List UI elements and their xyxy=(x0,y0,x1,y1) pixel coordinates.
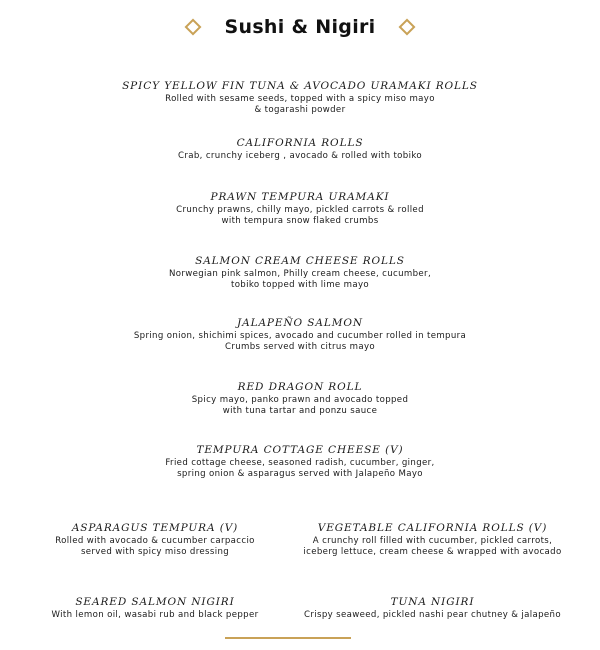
menu-item-title: SEARED SALMON NIGIRI xyxy=(75,596,235,608)
description-line: Crumbs served with citrus mayo xyxy=(225,342,375,352)
menu-item-description xyxy=(0,269,600,291)
description-line: served with spicy miso dressing xyxy=(80,547,230,557)
description-line: spring onion & asparagus served with Jalapeño Mayo xyxy=(177,469,423,479)
menu-item-description xyxy=(20,536,290,558)
menu-item-jalapeno-salmon xyxy=(0,317,600,353)
menu-item-title: VEGETABLE CALIFORNIA ROLLS (V) xyxy=(317,522,548,534)
menu-item-description xyxy=(0,395,600,417)
description-line: Rolled with avocado & cucumber carpaccio xyxy=(55,536,255,546)
page-header xyxy=(0,12,600,42)
menu-item-description xyxy=(285,610,580,621)
description-line: & togarashi powder xyxy=(254,105,346,115)
description-line: Crunchy prawns, chilly mayo, pickled carrots & rolled xyxy=(176,205,424,215)
description-line: Crispy seaweed, pickled nashi pear chutney & jalapeño xyxy=(304,610,561,620)
menu-item-title: TUNA NIGIRI xyxy=(390,596,475,608)
page-title: Sushi & Nigiri xyxy=(224,16,376,38)
menu-item-title: PRAWN TEMPURA URAMAKI xyxy=(210,191,390,203)
description-line: Spicy mayo, panko prawn and avocado topped xyxy=(191,395,409,405)
description-line: Rolled with sesame seeds, topped with a spicy miso mayo xyxy=(165,94,435,104)
menu-item-title: JALAPEÑO SALMON xyxy=(236,317,363,329)
menu-item-tuna-nigiri xyxy=(285,596,580,621)
diamond-ornament-icon xyxy=(184,19,201,36)
menu-item-title: ASPARAGUS TEMPURA (V) xyxy=(71,522,239,534)
menu-item-description xyxy=(0,94,600,116)
description-line: with tuna tartar and ponzu sauce xyxy=(222,406,378,416)
description-line: A crunchy roll filled with cucumber, pickled carrots, xyxy=(312,536,553,546)
description-line: Spring onion, shichimi spices, avocado and cucumber rolled in tempura xyxy=(133,331,467,341)
menu-item-asparagus-tempura xyxy=(20,522,290,558)
footer-divider xyxy=(225,637,351,639)
menu-item-title: SALMON CREAM CHEESE ROLLS xyxy=(195,255,405,267)
menu-item-red-dragon-roll xyxy=(0,381,600,417)
menu-item-tempura-cottage-cheese xyxy=(0,444,600,480)
description-line: iceberg lettuce, cream cheese & wrapped with avocado xyxy=(303,547,562,557)
description-line: With lemon oil, wasabi rub and black pepper xyxy=(51,610,259,620)
menu-item-description xyxy=(20,610,290,621)
description-line: Norwegian pink salmon, Philly cream cheese, cucumber, xyxy=(168,269,432,279)
menu-item-title: RED DRAGON ROLL xyxy=(237,381,363,393)
menu-item-description xyxy=(285,536,580,558)
description-line: with tempura snow flaked crumbs xyxy=(221,216,379,226)
menu-item-california-rolls xyxy=(0,137,600,162)
description-line: Fried cottage cheese, seasoned radish, cucumber, ginger, xyxy=(165,458,435,468)
menu-item-title: SPICY YELLOW FIN TUNA & AVOCADO URAMAKI ROLLS xyxy=(122,80,478,92)
menu-item-spicy-tuna-uramaki xyxy=(0,80,600,116)
menu-item-description xyxy=(0,205,600,227)
menu-item-salmon-cream-cheese-rolls xyxy=(0,255,600,291)
description-line: tobiko topped with lime mayo xyxy=(230,280,370,290)
menu-item-title: CALIFORNIA ROLLS xyxy=(236,137,364,149)
diamond-ornament-icon xyxy=(399,19,416,36)
menu-item-title: TEMPURA COTTAGE CHEESE (V) xyxy=(196,444,404,456)
menu-item-description xyxy=(0,458,600,480)
menu-item-vegetable-california-rolls xyxy=(285,522,580,558)
menu-item-prawn-tempura-uramaki xyxy=(0,191,600,227)
menu-item-description xyxy=(0,151,600,162)
description-line: Crab, crunchy iceberg , avocado & rolled with tobiko xyxy=(178,151,422,161)
menu-item-seared-salmon-nigiri xyxy=(20,596,290,621)
menu-item-description xyxy=(0,331,600,353)
